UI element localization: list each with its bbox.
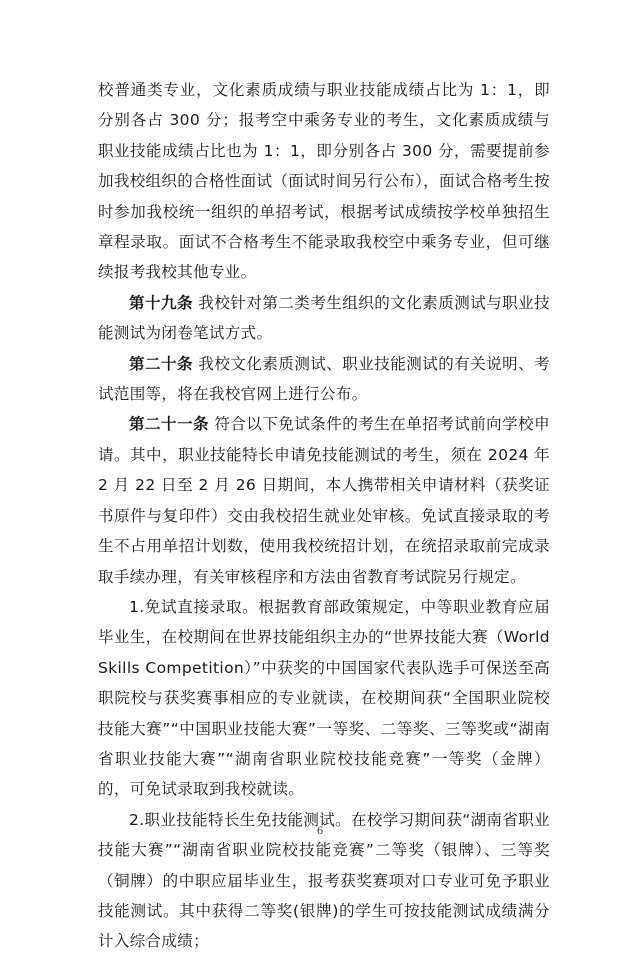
- paragraph-continued: [98, 75, 550, 288]
- article-19-text: 我校针对第二类考生组织的文化素质测试与职业技能测试为闭卷笔试方式。: [98, 293, 551, 343]
- document-body: [98, 75, 550, 957]
- article-20-text: 我校文化素质测试、职业技能测试的有关说明、考试范围等，将在我校官网上进行公布。: [98, 354, 551, 404]
- item-direct-admission: [98, 592, 550, 805]
- page-number: 6: [316, 826, 324, 837]
- article-20-title: 第二十条: [129, 354, 193, 373]
- article-21-text: 符合以下免试条件的考生在单招考试前向学校申请。其中，职业技能特长申请免技能测试的考生，须在 2024 年 2 月 22 日至 2 月 26 日期间，本人携带相关申请材料（获奖证书原件与复印件）交由我校招生就业处审核。免试直接录取的考生不占用单招计划数，使用我校统招计划，在统招录取前完成录取手续办理，有关审核程序和方法由省教育考试院另行规定。: [98, 415, 550, 586]
- article-19: [98, 288, 550, 349]
- article-21: [98, 409, 550, 591]
- article-19-title: 第十九条: [129, 293, 193, 312]
- paragraph-text: 校普通类专业，文化素质成绩与职业技能成绩占比为 1：1，即分别各占 300 分；报考空中乘务专业的考生，文化素质成绩与职业技能成绩占比也为 1：1，即分别各占 300 分，需要提前参加我校组织的合格性面试（面试时间另行公布），面试合格考生按时参加我校统一组织的单招考试，根据考试成绩按学校单独招生章程录取。面试不合格考生不能录取我校空中乘务专业，但可继续报考我校其他专业。: [98, 81, 550, 282]
- article-20: [98, 349, 550, 410]
- article-21-title: 第二十一条: [129, 415, 209, 434]
- item-direct-admission-text: 1.免试直接录取。根据教育部政策规定，中等职业教育应届毕业生，在校期间在世界技能组织主办的“世界技能大赛（World Skills Competition）”中获奖的中国国家代表队选手可保送至高职院校与获奖赛事相应的专业就读，在校期间获“全国职业院校技能大赛”“中国职业技能大赛”一等奖、二等奖、三等奖或“湖南省职业技能大赛”“湖南省职业院校技能竞赛”一等奖（金牌）的，可免试录取到我校就读。: [98, 597, 550, 799]
- item-skill-test-exemption-text: 2.职业技能特长生免技能测试。在校学习期间获“湖南省职业技能大赛”“湖南省职业院校技能竞赛”二等奖（银牌）、三等奖（铜牌）的中职应届毕业生，报考获奖赛项对口专业可免予职业技能测试。其中获得二等奖(银牌)的学生可按技能测试成绩满分计入综合成绩；: [98, 810, 550, 951]
